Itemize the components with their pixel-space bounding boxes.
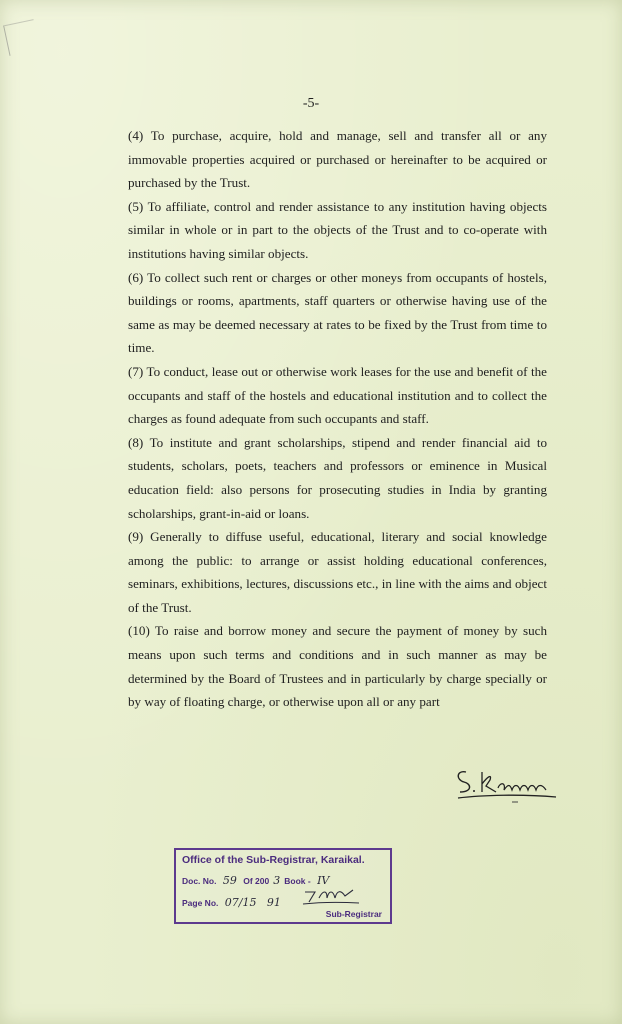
stamp-page-value: 07/15 xyxy=(224,896,257,909)
paragraph-4: (4) To purchase, acquire, hold and manage, sell and transfer all or any immovable properties acquired or purchased or hereinafter to be acquired or purchased by the Trust. xyxy=(128,128,547,191)
stamp-page-extra: 91 xyxy=(266,896,281,909)
stamp-book-value: IV xyxy=(317,874,330,887)
paragraph-8: (8) To institute and grant scholarships, stipend and render financial aid to students, scholars, poets, teachers and professors or eminence in Musical education field: also persons for prosecuting studies in India by granting scholarships, grant-in-aid or loans. xyxy=(128,434,547,521)
stamp-of-label: Of 200 xyxy=(243,876,270,886)
stamp-role: Sub-Registrar xyxy=(325,909,382,919)
stamp-page-label: Page No. xyxy=(182,898,219,908)
stamp-book-label: Book - xyxy=(284,876,311,886)
paragraph-7: (7) To conduct, lease out or otherwise work leases for the use and benefit of the occupants and staff of the hostels and educational institution and to collect the charges as found adequate from such occupants and staff. xyxy=(128,363,547,427)
staple-mark xyxy=(3,19,40,56)
stamp-year-value: 3 xyxy=(273,874,281,887)
paragraph-5: (5) To affiliate, control and render assistance to any institution having objects similar in whole or in part to the objects of the Trust and to co-operate with institutions having similar objects. xyxy=(128,198,547,261)
sub-registrar-stamp xyxy=(174,848,392,924)
paragraph-10: (10) To raise and borrow money and secure the payment of money by such means upon such terms and conditions and in such manner as may be determined by the Board of Trustees and in particularly by charge specially or by way of floating charge, or otherwise upon all or any part xyxy=(128,623,547,710)
stamp-title: Office of the Sub-Registrar, Karaikal. xyxy=(182,854,365,866)
page-number: -5- xyxy=(302,96,320,111)
registrar-signature xyxy=(301,884,361,906)
stamp-doc-value: 59 xyxy=(222,874,237,887)
stamp-doc-label: Doc. No. xyxy=(182,876,217,886)
paragraph-9: (9) Generally to diffuse useful, educational, literary and social knowledge among the public: to arrange or assist holding educational conferences, seminars, exhibitions, lectures, discussions etc., in line with the aims and object of the Trust. xyxy=(128,529,547,615)
stamp-page-row xyxy=(182,896,285,909)
handwritten-signature xyxy=(452,766,562,806)
document-body xyxy=(128,124,547,714)
paragraph-6: (6) To collect such rent or charges or other moneys from occupants of hostels, buildings or rooms, apartments, staff quarters or otherwise having use of the same as may be deemed necessary at rates to be fixed by the Trust from time to time. xyxy=(128,269,547,356)
